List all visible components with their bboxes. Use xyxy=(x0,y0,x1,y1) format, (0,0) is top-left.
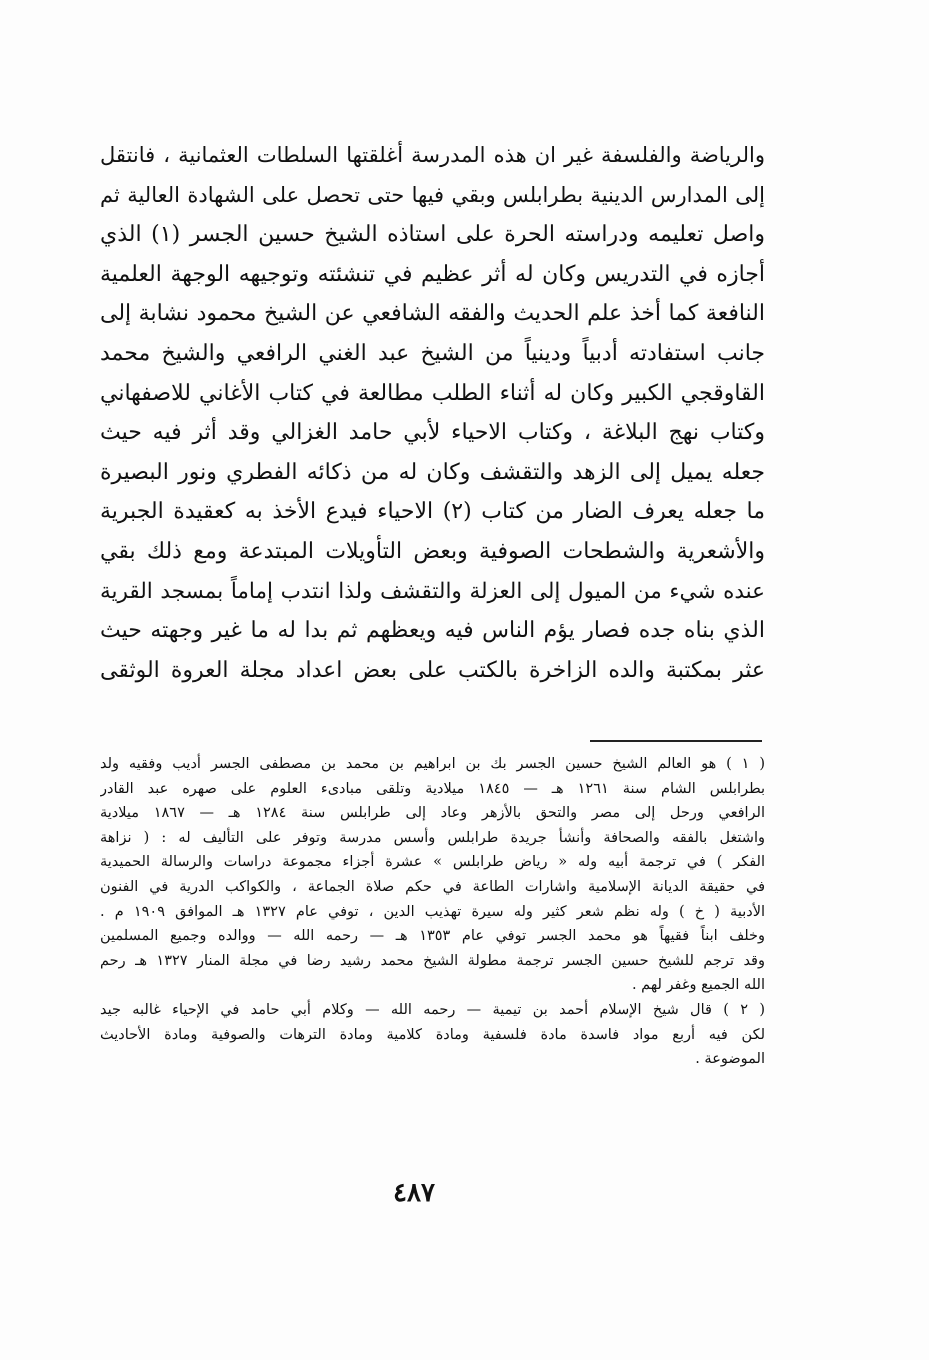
footnote-line: الفكر ) في ترجمة أبيه وله « رياض طرابلس » عشرة أجزاء مجموعة دراسات والرسالة الحميدية xyxy=(100,854,765,871)
footnote-line: في حقيقة الديانة الإسلامية واشارات الطاعة في حكم صلاة الجماعة ، والكواكب الدرية في الفنون xyxy=(100,878,765,895)
footnote-line: ( ٢ ) قال شيخ الإسلام أحمد بن تيمية — رحمه الله — وكلام أبي حامد في الإحياء غالبه جيد xyxy=(100,1001,765,1018)
body-line: النافعة كما أخذ علم الحديث والفقه الشافعي عن الشيخ محمود نشابة إلى xyxy=(100,301,765,327)
body-text xyxy=(100,136,765,690)
body-line: والأشعرية والشطحات الصوفية وبعض التأويلات المبتدعة ومع ذلك بقي xyxy=(100,538,765,564)
body-line: جعله يميل إلى الزهد والتقشف وكان له من ذكائه الفطري ونور البصيرة xyxy=(100,459,765,485)
footnote-line: الرافعي ورحل إلى مصر والتحق بالأزهر وعاد إلى طرابلس سنة ١٢٨٤ هـ — ١٨٦٧ ميلادية xyxy=(100,805,765,822)
body-line: القاوقجي الكبير وكان له أثناء الطلب مطالعة في كتاب الأغاني للاصفهاني xyxy=(100,380,765,406)
footnote-line: بطرابلس الشام سنة ١٢٦١ هـ — ١٨٤٥ ميلادية وتلقى مبادىء العلوم على صهره عبد القادر xyxy=(100,780,765,797)
footnote-line: وقد ترجم للشيخ حسين الجسر ترجمة مطولة الشيخ محمد رشيد رضا في مجلة المنار ١٣٢٧ هـ رحم xyxy=(100,952,765,969)
footnote-line: الموضوعة . xyxy=(695,1051,765,1068)
body-line: ما جعله يعرف الضار من كتاب (٢) الاحياء فيدع الأخذ به كعقيدة الجبرية xyxy=(100,499,765,525)
body-line: عثر بمكتبة والده الزاخرة بالكتب على بعض اعداد مجلة العروة الوثقى xyxy=(100,657,765,683)
footnotes xyxy=(100,752,765,1072)
footnote-line: وخلف ابناً فقيهاً هو محمد الجسر توفي عام ١٣٥٣ هـ — رحمه الله — ووالده وجميع المسلمين xyxy=(100,928,765,945)
footnote-line: واشتغل بالفقه والصحافة وأنشأ جريدة طرابلس وأسس مدرسة وتوفر على التأليف له : ( نزاهة xyxy=(100,829,765,846)
page-number: ٤٨٧ xyxy=(393,1178,435,1208)
footnote-separator xyxy=(590,740,762,742)
body-line: واصل تعليمه ودراسته الحرة على استاذه الشيخ حسين الجسر (١) الذي xyxy=(100,222,765,248)
body-line: أجازه في التدريس وكان له أثر عظيم في تنشئته وتوجيهه الوجهة العلمية xyxy=(100,261,765,287)
body-line: إلى المدارس الدينية بطرابلس وبقي فيها حتى تحصل على الشهادة العالية ثم xyxy=(100,182,765,207)
body-line: وكتاب نهج البلاغة ، وكتاب الاحياء لأبي حامد الغزالي وقد أثر فيه حيث xyxy=(100,420,765,446)
footnote-line: لكن فيه أربع مواد فاسدة مادة فلسفية ومادة كلامية ومادة الترهات والصوفية ومادة الأحاديث xyxy=(100,1026,765,1043)
body-line: والرياضة والفلسفة غير ان هذه المدرسة أغلقتها السلطات العثمانية ، فانتقل xyxy=(100,143,765,167)
body-line: عنده شيء من الميول إلى العزلة والتقشف ولذا انتدب إماماً بمسجد القرية xyxy=(100,578,765,604)
footnote-line: الله الجميع وغفر لهم . xyxy=(631,977,765,994)
body-line: الذي بناه جده فصار يؤم الناس فيه ويعظهم ثم بدا له ما غير وجهته حيث xyxy=(100,618,765,644)
footnote-line: الأدبية ( خ ) وله نظم شعر كثير وله سيرة تهذيب الدين ، توفي عام ١٣٢٧ هـ الموافق ١٩٠٩ م . xyxy=(100,903,765,920)
body-line: جانب استفادته أدبياً ودينياً من الشيخ عبد الغني الرافعي والشيخ محمد xyxy=(100,340,765,366)
footnote-line: ( ١ ) هو العالم الشيخ حسين الجسر بك بن ابراهيم بن محمد بن مصطفى الجسر أديب وفقيه ولد xyxy=(100,756,765,772)
